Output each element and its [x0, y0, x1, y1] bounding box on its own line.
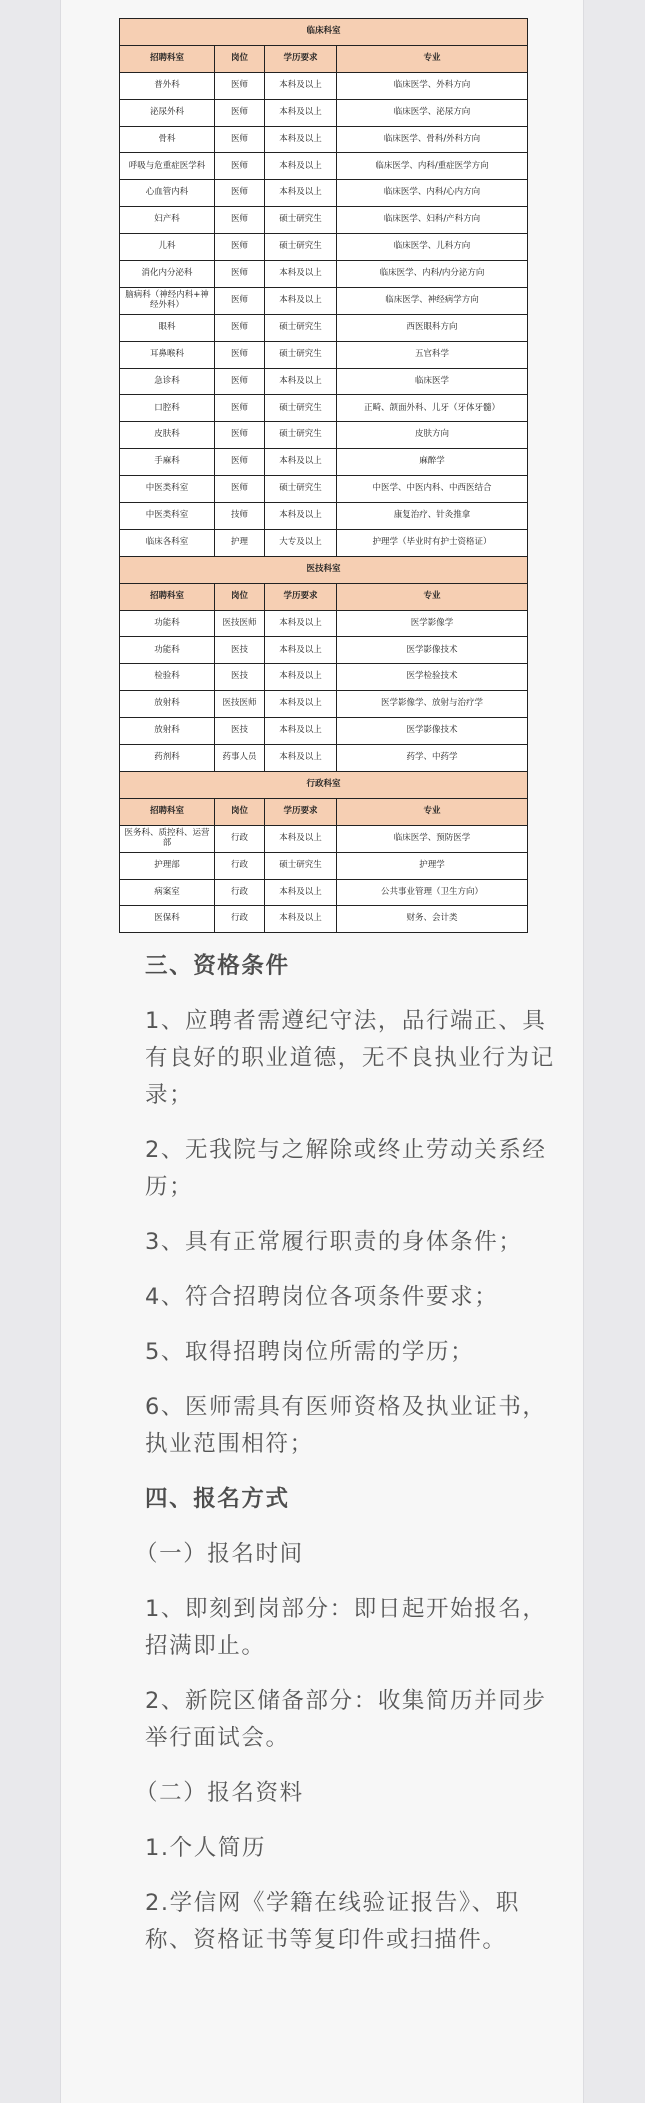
paragraph: 2、无我院与之解除或终止劳动关系经历； [145, 1137, 547, 1200]
table-cell: 本科及以上 [265, 637, 337, 664]
table-cell: 临床医学、儿科方向 [337, 234, 528, 261]
table-cell: 医师 [215, 449, 265, 476]
table-cell: 五官科学 [337, 341, 528, 368]
table-cell: 消化内分泌科 [120, 261, 215, 288]
table-cell: 医师 [215, 395, 265, 422]
table-cell: 本科及以上 [265, 745, 337, 772]
paragraph: 1.个人简历 [145, 1835, 267, 1861]
section-title-row [120, 19, 528, 46]
table-cell: 医学影像技术 [337, 637, 528, 664]
table-cell: 硕士研究生 [265, 207, 337, 234]
table-cell: 病案室 [120, 879, 215, 906]
table-cell: 妇产科 [120, 207, 215, 234]
table-cell: 医师 [215, 314, 265, 341]
table-row [120, 422, 528, 449]
table-cell: 医师 [215, 234, 265, 261]
table-row [120, 314, 528, 341]
table-row [120, 368, 528, 395]
column-header: 招聘科室 [120, 798, 215, 825]
table-cell: 临床医学、预防医学 [337, 825, 528, 852]
table-cell: 医师 [215, 287, 265, 314]
table-cell: 临床医学、泌尿方向 [337, 99, 528, 126]
table-cell: 医师 [215, 180, 265, 207]
section-title: 临床科室 [120, 19, 528, 46]
table-cell: 硕士研究生 [265, 476, 337, 503]
table-cell: 手麻科 [120, 449, 215, 476]
table-row [120, 126, 528, 153]
table-cell: 行政 [215, 906, 265, 933]
table-row [120, 449, 528, 476]
paragraph: 2、新院区储备部分：收集简历并同步举行面试会。 [145, 1688, 547, 1751]
table-row [120, 503, 528, 530]
table-cell: 医师 [215, 341, 265, 368]
table-cell: 医学影像学、放射与治疗学 [337, 691, 528, 718]
table-cell: 口腔科 [120, 395, 215, 422]
column-header-row [120, 45, 528, 72]
table-cell: 本科及以上 [265, 368, 337, 395]
table-row [120, 825, 528, 852]
table-cell: 医师 [215, 368, 265, 395]
section-title-row [120, 771, 528, 798]
table-cell: 脑病科（神经内科+神经外科） [120, 287, 215, 314]
column-header: 专业 [337, 45, 528, 72]
column-header: 岗位 [215, 45, 265, 72]
sub-heading: （一）报名时间 [135, 1541, 304, 1567]
table-cell: 本科及以上 [265, 153, 337, 180]
table-cell: 儿科 [120, 234, 215, 261]
paragraph: 1、即刻到岗部分：即日起开始报名，招满即止。 [145, 1596, 547, 1659]
table-cell: 检验科 [120, 664, 215, 691]
table-cell: 麻醉学 [337, 449, 528, 476]
table-cell: 放射科 [120, 691, 215, 718]
article-page [60, 0, 584, 2103]
table-row [120, 718, 528, 745]
paragraph: 3、具有正常履行职责的身体条件； [145, 1229, 523, 1255]
table-cell: 放射科 [120, 718, 215, 745]
table-cell: 临床医学、内科/重症医学方向 [337, 153, 528, 180]
table-row [120, 637, 528, 664]
table-cell: 药事人员 [215, 745, 265, 772]
column-header: 专业 [337, 583, 528, 610]
column-header-row [120, 798, 528, 825]
table-cell: 本科及以上 [265, 72, 337, 99]
table-cell: 功能科 [120, 637, 215, 664]
table-cell: 本科及以上 [265, 664, 337, 691]
column-header: 岗位 [215, 798, 265, 825]
recruitment-table-wrapper [119, 18, 527, 933]
sub-heading: （二）报名资料 [135, 1780, 304, 1806]
table-cell: 功能科 [120, 610, 215, 637]
table-cell: 药学、中药学 [337, 745, 528, 772]
paragraph: 5、取得招聘岗位所需的学历； [145, 1339, 475, 1365]
table-cell: 护理 [215, 529, 265, 556]
table-cell: 本科及以上 [265, 503, 337, 530]
recruitment-table-body [120, 19, 528, 933]
table-cell: 医务科、质控科、运营部 [120, 825, 215, 852]
table-cell: 硕士研究生 [265, 852, 337, 879]
section-title: 医技科室 [120, 556, 528, 583]
column-header: 招聘科室 [120, 45, 215, 72]
table-cell: 急诊科 [120, 368, 215, 395]
column-header-row [120, 583, 528, 610]
column-header: 学历要求 [265, 583, 337, 610]
table-cell: 护理学 [337, 852, 528, 879]
table-cell: 临床医学、骨科/外科方向 [337, 126, 528, 153]
table-row [120, 207, 528, 234]
table-cell: 心血管内科 [120, 180, 215, 207]
table-cell: 皮肤科 [120, 422, 215, 449]
table-cell: 临床各科室 [120, 529, 215, 556]
section-heading: 三、资格条件 [145, 953, 290, 979]
table-cell: 皮肤方向 [337, 422, 528, 449]
table-cell: 临床医学 [337, 368, 528, 395]
table-cell: 本科及以上 [265, 718, 337, 745]
table-cell: 公共事业管理（卫生方向） [337, 879, 528, 906]
table-cell: 护理部 [120, 852, 215, 879]
table-cell: 医学检验技术 [337, 664, 528, 691]
table-row [120, 153, 528, 180]
table-row [120, 745, 528, 772]
table-cell: 行政 [215, 852, 265, 879]
table-cell: 呼吸与危重症医学科 [120, 153, 215, 180]
paragraph: 4、符合招聘岗位各项条件要求； [145, 1284, 499, 1310]
table-cell: 临床医学、内科/内分泌方向 [337, 261, 528, 288]
table-row [120, 395, 528, 422]
table-cell: 中医类科室 [120, 503, 215, 530]
table-row [120, 476, 528, 503]
table-cell: 中医学、中医内科、中西医结合 [337, 476, 528, 503]
table-cell: 正畸、颌面外科、儿牙（牙体牙髓） [337, 395, 528, 422]
table-row [120, 664, 528, 691]
table-cell: 中医类科室 [120, 476, 215, 503]
column-header: 岗位 [215, 583, 265, 610]
table-cell: 医学影像学 [337, 610, 528, 637]
table-row [120, 72, 528, 99]
table-cell: 本科及以上 [265, 449, 337, 476]
table-cell: 临床医学、妇科/产科方向 [337, 207, 528, 234]
column-header: 学历要求 [265, 798, 337, 825]
table-cell: 行政 [215, 825, 265, 852]
table-cell: 临床医学、外科方向 [337, 72, 528, 99]
table-cell: 医技医师 [215, 691, 265, 718]
table-cell: 行政 [215, 879, 265, 906]
table-row [120, 529, 528, 556]
table-cell: 技师 [215, 503, 265, 530]
table-cell: 财务、会计类 [337, 906, 528, 933]
column-header: 专业 [337, 798, 528, 825]
paragraph: 2.学信网《学籍在线验证报告》、职称、资格证书等复印件或扫描件。 [145, 1890, 520, 1953]
table-cell: 药剂科 [120, 745, 215, 772]
table-cell: 本科及以上 [265, 610, 337, 637]
table-cell: 硕士研究生 [265, 422, 337, 449]
table-cell: 临床医学、神经病学方向 [337, 287, 528, 314]
table-row [120, 879, 528, 906]
article-body [135, 948, 565, 1977]
table-cell: 本科及以上 [265, 879, 337, 906]
table-cell: 西医眼科方向 [337, 314, 528, 341]
table-cell: 医师 [215, 126, 265, 153]
table-cell: 本科及以上 [265, 126, 337, 153]
table-cell: 临床医学、内科/心内方向 [337, 180, 528, 207]
table-cell: 本科及以上 [265, 99, 337, 126]
table-cell: 医师 [215, 99, 265, 126]
table-cell: 本科及以上 [265, 691, 337, 718]
table-cell: 本科及以上 [265, 906, 337, 933]
table-cell: 医师 [215, 207, 265, 234]
table-cell: 护理学（毕业时有护士资格证） [337, 529, 528, 556]
column-header: 招聘科室 [120, 583, 215, 610]
table-row [120, 341, 528, 368]
table-cell: 耳鼻喉科 [120, 341, 215, 368]
table-cell: 医师 [215, 72, 265, 99]
section-title-row [120, 556, 528, 583]
table-cell: 骨科 [120, 126, 215, 153]
table-cell: 本科及以上 [265, 261, 337, 288]
table-cell: 医技 [215, 664, 265, 691]
table-cell: 医师 [215, 422, 265, 449]
section-heading: 四、报名方式 [145, 1486, 290, 1512]
section-title: 行政科室 [120, 771, 528, 798]
table-row [120, 261, 528, 288]
table-cell: 医师 [215, 153, 265, 180]
table-cell: 大专及以上 [265, 529, 337, 556]
table-row [120, 287, 528, 314]
table-row [120, 234, 528, 261]
table-cell: 医师 [215, 261, 265, 288]
table-cell: 医学影像技术 [337, 718, 528, 745]
table-cell: 医技医师 [215, 610, 265, 637]
table-row [120, 852, 528, 879]
table-cell: 康复治疗、针灸推拿 [337, 503, 528, 530]
table-cell: 医技 [215, 637, 265, 664]
paragraph: 6、医师需具有医师资格及执业证书，执业范围相符； [145, 1394, 547, 1457]
table-cell: 医师 [215, 476, 265, 503]
table-cell: 泌尿外科 [120, 99, 215, 126]
column-header: 学历要求 [265, 45, 337, 72]
table-row [120, 906, 528, 933]
table-cell: 医技 [215, 718, 265, 745]
table-cell: 本科及以上 [265, 287, 337, 314]
recruitment-table [119, 18, 528, 933]
table-row [120, 99, 528, 126]
table-cell: 硕士研究生 [265, 395, 337, 422]
table-row [120, 610, 528, 637]
table-cell: 本科及以上 [265, 825, 337, 852]
table-cell: 普外科 [120, 72, 215, 99]
table-cell: 硕士研究生 [265, 341, 337, 368]
table-cell: 医保科 [120, 906, 215, 933]
table-cell: 眼科 [120, 314, 215, 341]
table-row [120, 691, 528, 718]
table-cell: 本科及以上 [265, 180, 337, 207]
table-row [120, 180, 528, 207]
paragraph: 1、应聘者需遵纪守法，品行端正、具有良好的职业道德，无不良执业行为记录； [145, 1008, 555, 1108]
table-cell: 硕士研究生 [265, 314, 337, 341]
table-cell: 硕士研究生 [265, 234, 337, 261]
